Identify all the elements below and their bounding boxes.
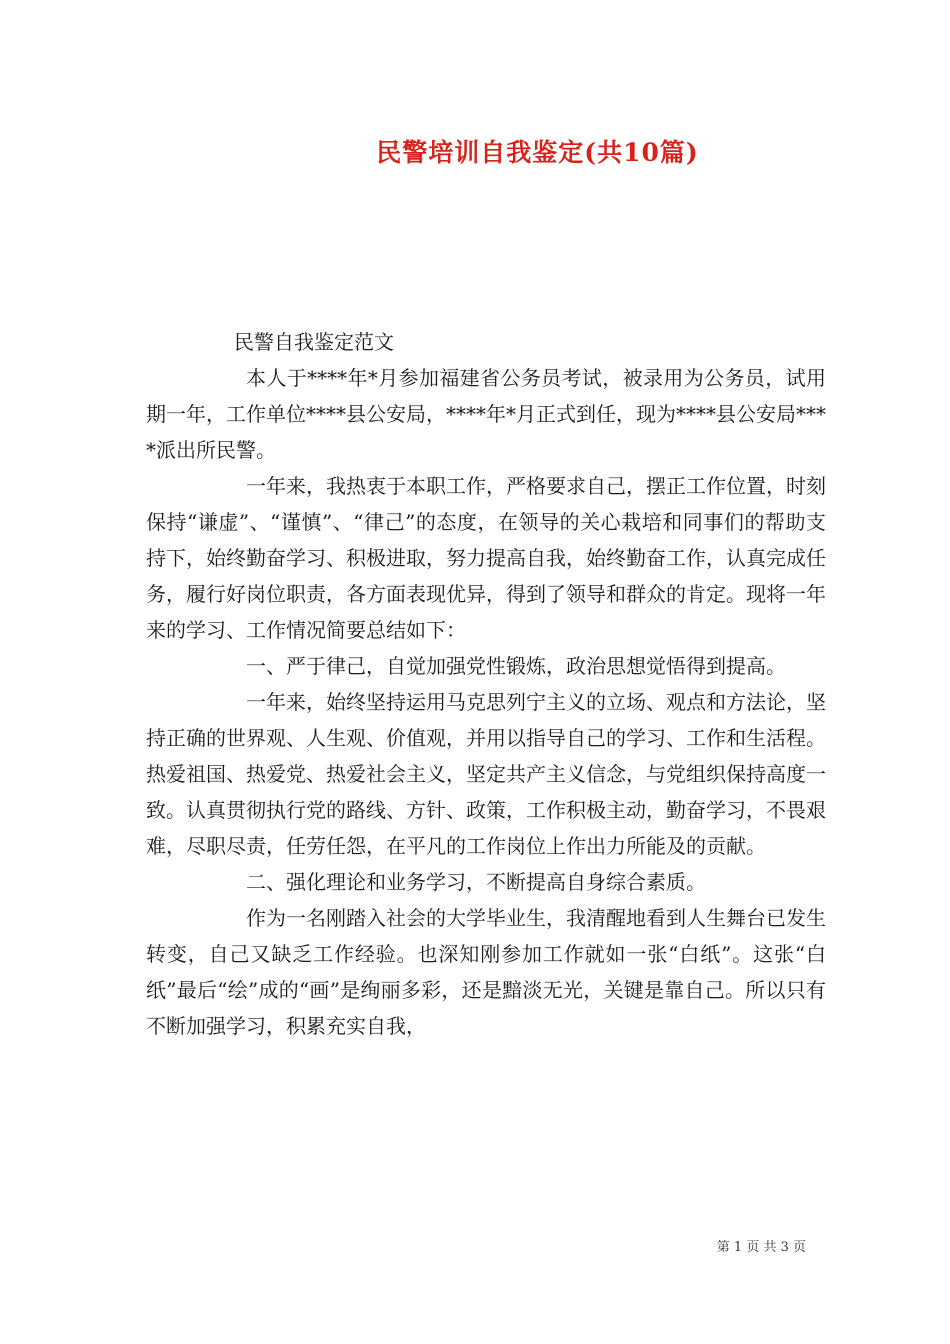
page-footer: 第 1 页 共 3 页 bbox=[716, 1240, 806, 1255]
paragraph: 本人于****年*月参加福建省公务员考试，被录用为公务员，试用期一年，工作单位****县公安局，****年*月正式到任，现为****县公安局****派出所民警。 bbox=[146, 366, 826, 462]
paragraph: 一年来，始终坚持运用马克思列宁主义的立场、观点和方法论，坚持正确的世界观、人生观、价值观，并用以指导自己的学习、工作和生活程。热爱祖国、热爱党、热爱社会主义，坚定共产主义信念，与党组织保持高度一致。认真贯彻执行党的路线、方针、政策，工作积极主动，勤奋学习，不畏艰难，尽职尽责，任劳任怨，在平凡的工作岗位上作出力所能及的贡献。 bbox=[146, 690, 826, 858]
paragraph-heading: 二、强化理论和业务学习，不断提高自身综合素质。 bbox=[246, 870, 706, 894]
document-title: 民警培训自我鉴定(共10篇) bbox=[376, 138, 699, 167]
document-body bbox=[146, 324, 826, 1044]
paragraph: 一年来，我热衷于本职工作，严格要求自己，摆正工作位置，时刻保持“谦虚”、“谨慎”、“律己”的态度，在领导的关心栽培和同事们的帮助支持下，始终勤奋学习、积极进取，努力提高自我，始终勤奋工作，认真完成任务，履行好岗位职责，各方面表现优异，得到了领导和群众的肯定。现将一年来的学习、工作情况简要总结如下： bbox=[146, 474, 826, 642]
paragraph: 作为一名刚踏入社会的大学毕业生，我清醒地看到人生舞台已发生转变，自己又缺乏工作经验。也深知刚参加工作就如一张“白纸”。这张“白纸”最后“绘”成的“画”是绚丽多彩，还是黯淡无光，关键是靠自己。所以只有不断加强学习，积累充实自我， bbox=[146, 906, 826, 1038]
section-title: 民警自我鉴定范文 bbox=[234, 330, 394, 354]
paragraph-heading: 一、严于律己，自觉加强党性锻炼，政治思想觉悟得到提高。 bbox=[246, 654, 786, 678]
